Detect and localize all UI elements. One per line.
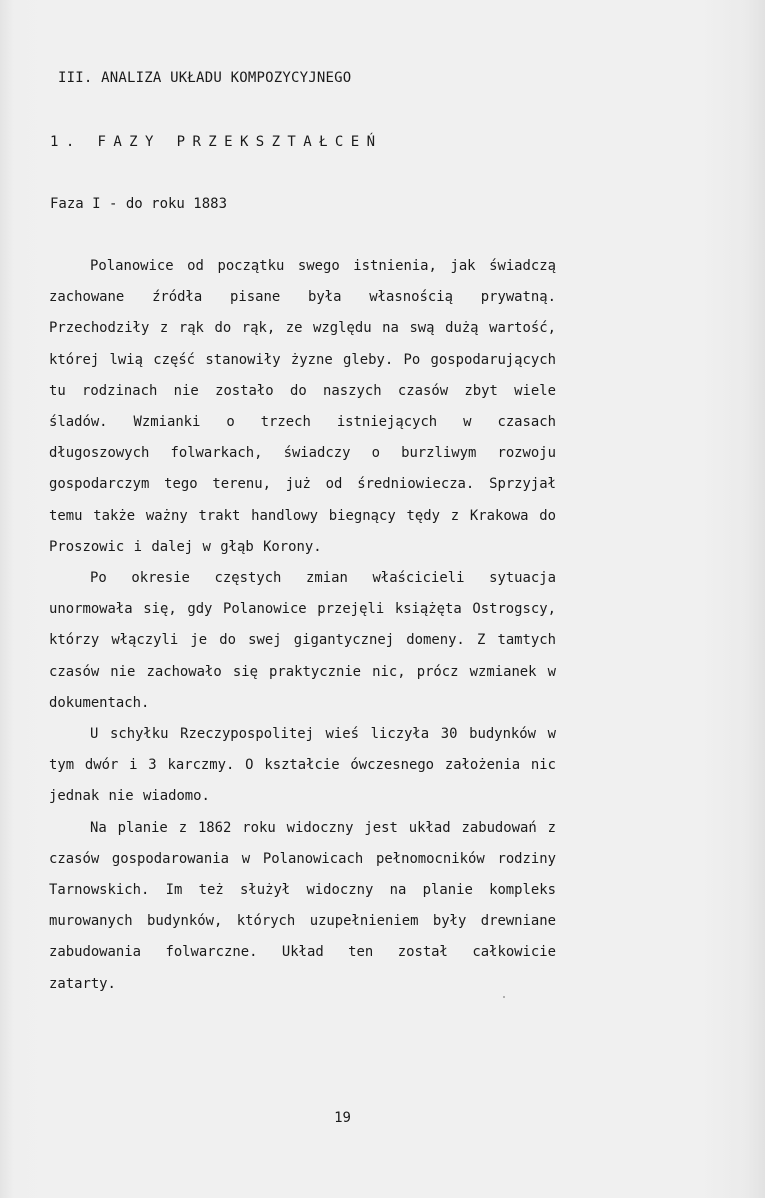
paragraph: Polanowice od początku swego istnienia, jak świadczą zachowane źródła pisane była własnością prywatną. Przechodziły z rąk do rąk, ze względu na swą dużą wartość, której lwią część stanowiły żyzne gleby. Po gospodarujących tu rodzinach nie zostało do naszych czasów zbyt wiele śladów. Wzmianki o trzech istniejących w czasach długoszowych folwarkach, świadczy o burzliwym rozwoju gospodarczym tego terenu, już od średniowiecza. Sprzyjał temu także ważny trakt handlowy biegnący tędy z Krakowa do Proszowic i dalej w głąb Korony. bbox=[49, 258, 556, 555]
phase-heading: Faza I - do roku 1883 bbox=[50, 196, 228, 212]
chapter-heading: III. ANALIZA UKŁADU KOMPOZYCYJNEGO bbox=[58, 70, 352, 86]
body-text bbox=[49, 251, 556, 1000]
page-number: 19 bbox=[334, 1110, 351, 1126]
paper-speck bbox=[503, 996, 505, 998]
paragraph: Po okresie częstych zmian właścicieli sytuacja unormowała się, gdy Polanowice przejęli książęta Ostrogscy, którzy włączyli je do swej gigantycznej domeny. Z tamtych czasów nie zachowało się praktycznie nic, prócz wzmianek w dokumentach. bbox=[49, 570, 556, 711]
paragraph: Na planie z 1862 roku widoczny jest układ zabudowań z czasów gospodarowania w Polanowicach pełnomocników rodziny Tarnowskich. Im też służył widoczny na planie kompleks murowanych budynków, których uzupełnieniem były drewniane zabudowania folwarczne. Układ ten został całkowicie zatarty. bbox=[49, 819, 556, 992]
section-heading: 1. FAZY PRZEKSZTAŁCEŃ bbox=[50, 134, 383, 150]
paragraph: U schyłku Rzeczypospolitej wieś liczyła 30 budynków w tym dwór i 3 karczmy. O kształcie ówczesnego założenia nic jednak nie wiadomo. bbox=[49, 726, 556, 805]
